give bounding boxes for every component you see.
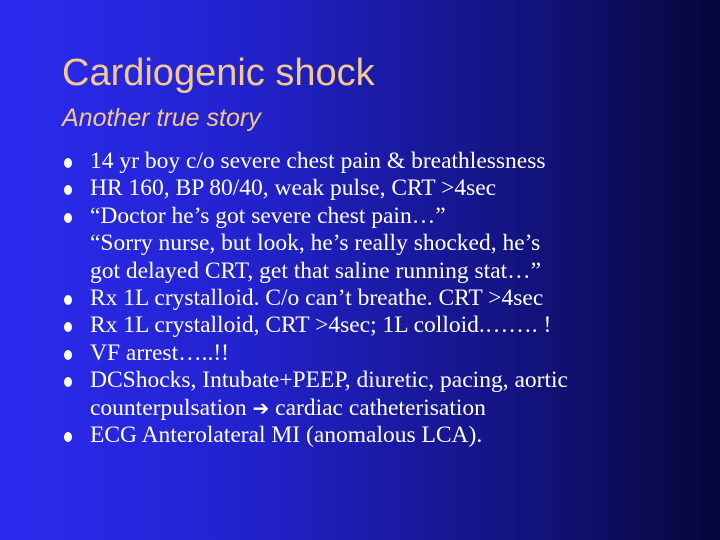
bullet-dot-icon (64, 350, 72, 360)
bullet-text: VF arrest…..!! (90, 339, 230, 366)
bullet-text-line (90, 395, 702, 422)
bullet-text: ECG Anterolateral MI (anomalous LCA). (90, 422, 483, 449)
bullet-item (62, 285, 702, 312)
bullet-text: 14 yr boy c/o severe chest pain & breathlessness (90, 148, 546, 174)
bullet-text: Rx 1L crystalloid, CRT >4sec; 1L colloid.……. ! (90, 312, 552, 339)
bullet-item (62, 203, 702, 285)
bullet-dot-icon (64, 185, 72, 195)
bullet-dot-icon (64, 213, 72, 223)
bullet-item (62, 148, 702, 175)
right-arrow-icon: ➔ (252, 395, 270, 420)
bullet-text: DCShocks, Intubate+PEEP, diuretic, pacing, aortic (90, 367, 568, 394)
bullet-dot-icon (64, 432, 72, 442)
bullet-dot-icon (64, 295, 72, 305)
bullet-text-part: counterpulsation (90, 394, 253, 421)
bullet-dot-icon (64, 322, 72, 332)
bullet-list (62, 148, 702, 449)
bullet-text: Rx 1L crystalloid. C/o can’t breathe. CRT >4sec (90, 285, 544, 312)
bullet-item (62, 340, 702, 367)
bullet-item (62, 175, 702, 202)
bullet-text: got delayed CRT, get that saline running stat…” (90, 257, 542, 284)
bullet-item (62, 312, 702, 339)
bullet-item (62, 367, 702, 422)
bullet-text: “Doctor he’s got severe chest pain…” (90, 202, 446, 229)
slide-title: Cardiogenic shock (62, 52, 375, 94)
slide-subtitle: Another true story (62, 104, 261, 132)
bullet-text-part: cardiac catheterisation (269, 394, 486, 421)
bullet-text: HR 160, BP 80/40, weak pulse, CRT >4sec (90, 175, 497, 202)
bullet-text: “Sorry nurse, but look, he’s really shocked, he’s (90, 230, 541, 257)
bullet-item (62, 422, 702, 449)
bullet-dot-icon (64, 377, 72, 387)
bullet-dot-icon (64, 158, 72, 168)
